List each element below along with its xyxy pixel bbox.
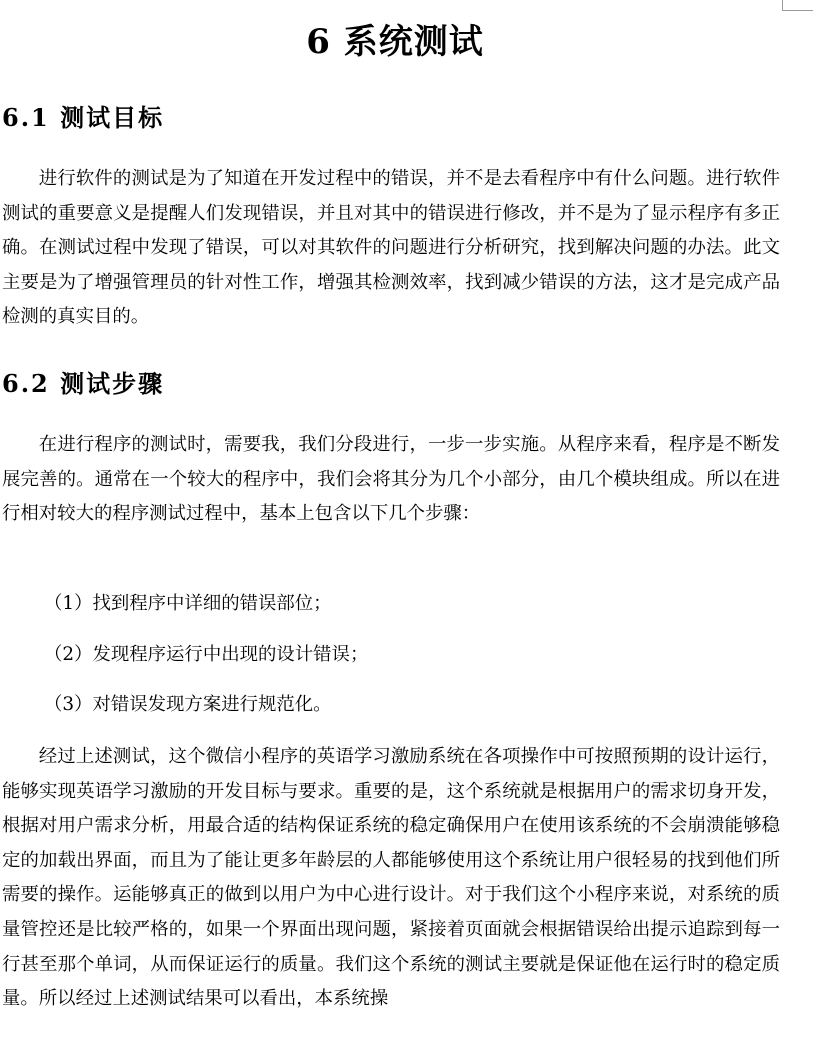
list-item-step-3: （3）对错误发现方案进行规范化。 [44, 694, 332, 715]
list-item-step-1: （1）找到程序中详细的错误部位； [44, 593, 332, 614]
list-item-step-2: （2）发现程序运行中出现的设计错误； [44, 644, 369, 665]
section-heading-test-steps: 6.2 测试步骤 [2, 369, 165, 398]
section-heading-test-goals: 6.1 测试目标 [2, 103, 165, 132]
paragraph-test-conclusion: 经过上述测试，这个微信小程序的英语学习激励系统在各项操作中可按照预期的设计运行，能够实现英语学习激励的开发目标与要求。重要的是，这个系统就是根据用户的需求切身开发，根据对用户需求分析，用最合适的结构保证系统的稳定确保用户在使用该系统的不会崩溃能够稳定的加载出界面，而且为了能让更多年龄层的人都能够使用这个系统让用户很轻易的找到他们所需要的操作。运能够真正的做到以用户为中心进行设计。对于我们这个小程序来说，对系统的质量管控还是比较严格的，如果一个界面出现问题，紧接着页面就会根据错误给出提示追踪到每一行甚至那个单词，从而保证运行的质量。我们这个系统的测试主要就是保证他在运行时的稳定质量。所以经过上述测试结果可以看出，本系统操 [2, 746, 780, 1010]
paragraph-test-steps-intro: 在进行程序的测试时，需要我，我们分段进行，一步一步实施。从程序来看，程序是不断发展完善的。通常在一个较大的程序中，我们会将其分为几个小部分，由几个模块组成。所以在进行相对较大的程序测试过程中，基本上包含以下几个步骤： [2, 434, 780, 525]
page-corner-mark [782, 0, 813, 11]
chapter-title: 6 系统测试 [306, 22, 484, 62]
paragraph-test-goals: 进行软件的测试是为了知道在开发过程中的错误，并不是去看程序中有什么问题。进行软件测试的重要意义是提醒人们发现错误，并且对其中的错误进行修改，并不是为了显示程序有多正确。在测试过程中发现了错误，可以对其软件的问题进行分析研究，找到解决问题的办法。此文主要是为了增强管理员的针对性工作，增强其检测效率，找到减少错误的方法，这才是完成产品检测的真实目的。 [2, 168, 780, 328]
